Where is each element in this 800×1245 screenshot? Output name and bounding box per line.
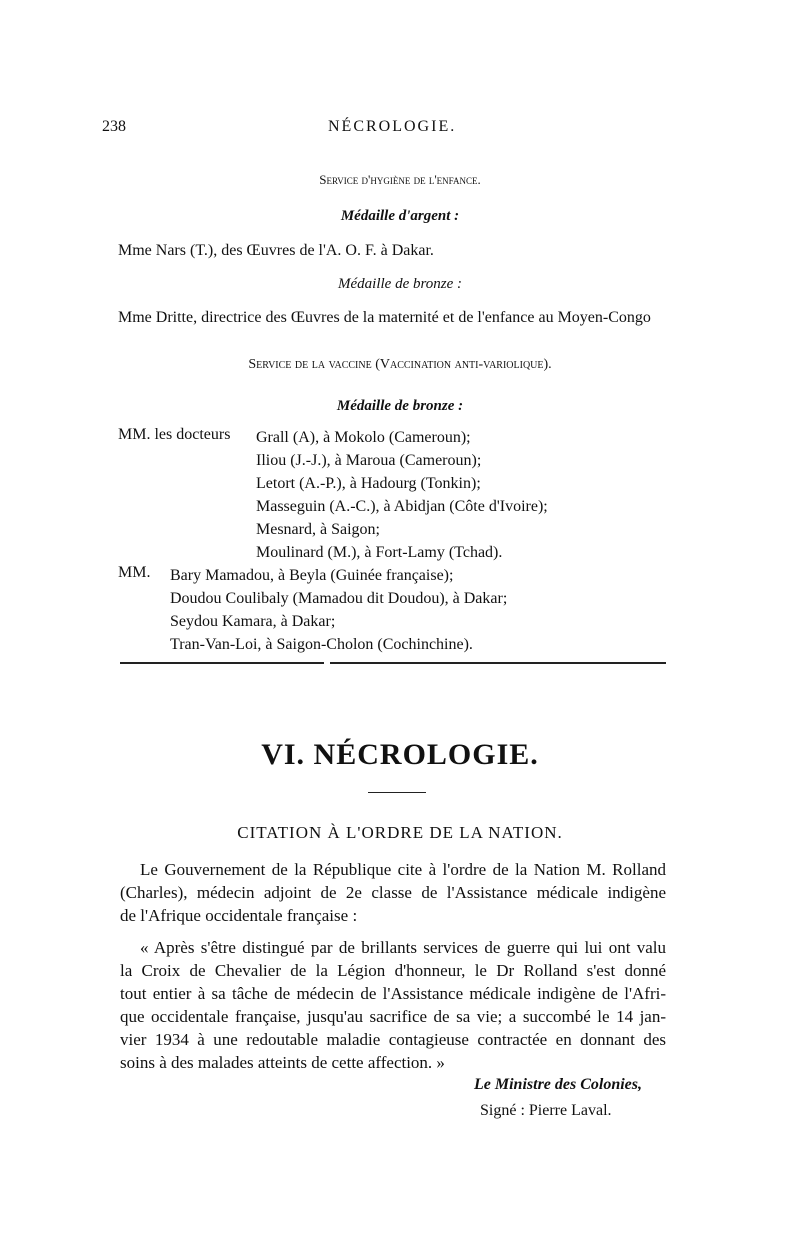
silver-medal-label: Médaille d'argent : — [340, 208, 460, 224]
list-item: Doudou Coulibaly (Mamadou dit Doudou), à Dakar; — [170, 590, 508, 607]
paragraph-line: (Charles), médecin adjoint de 2e classe de l'Assistance médicale indigène — [120, 883, 666, 902]
citation-paragraph-1 — [120, 858, 666, 927]
list-item: Moulinard (M.), à Fort-Lamy (Tchad). — [256, 544, 503, 561]
paragraph-line: la Croix de Chevalier de la Légion d'honneur, le Dr Rolland s'est donné — [120, 961, 666, 980]
group1-prefix: MM. les docteurs — [118, 426, 231, 443]
section-divider-left — [120, 662, 324, 664]
paragraph-line: que occidentale française, jusqu'au sacrifice de sa vie; a succombé le 14 jan- — [120, 1007, 666, 1026]
section-heading-vaccine: Service de la vaccine (Vaccination anti-variolique). — [248, 357, 552, 372]
list-item: Grall (A), à Mokolo (Cameroun); — [256, 429, 471, 446]
citation-paragraph-2 — [120, 936, 666, 1074]
group1-list — [256, 426, 548, 564]
list-item: Tran-Van-Loi, à Saigon-Cholon (Cochinchine). — [170, 636, 473, 653]
bronze-medal-entry-hygiene: Mme Dritte, directrice des Œuvres de la maternité et de l'enfance au Moyen-Congo — [118, 309, 651, 326]
list-item: Letort (A.-P.), à Hadourg (Tonkin); — [256, 475, 481, 492]
group2-prefix: MM. — [118, 564, 151, 581]
title-underline — [368, 792, 426, 793]
paragraph-line: vier 1934 à une redoutable maladie contagieuse contractée en donnant des — [120, 1030, 666, 1049]
list-item: Seydou Kamara, à Dakar; — [170, 613, 336, 630]
section-divider-right — [330, 662, 666, 664]
group2-list — [170, 564, 507, 656]
running-title: NÉCROLOGIE. — [328, 118, 457, 135]
paragraph-line: tout entier à sa tâche de médecin de l'Assistance médicale indigène de l'Afri- — [120, 984, 666, 1003]
page-number: 238 — [102, 118, 126, 135]
paragraph-line: Le Gouvernement de la République cite à l'ordre de la Nation M. Rolland — [140, 860, 666, 879]
paragraph-line: de l'Afrique occidentale française : — [120, 906, 358, 925]
list-item: Bary Mamadou, à Beyla (Guinée française); — [170, 567, 454, 584]
paragraph-line: « Après s'être distingué par de brillants services de guerre qui lui ont valu — [140, 938, 666, 957]
list-item: Masseguin (A.-C.), à Abidjan (Côte d'Ivoire); — [256, 498, 548, 515]
signature-role: Le Ministre des Colonies, — [474, 1076, 643, 1093]
citation-heading: CITATION À L'ORDRE DE LA NATION. — [237, 823, 563, 842]
signature-name: Signé : Pierre Laval. — [480, 1102, 612, 1119]
silver-medal-entry: Mme Nars (T.), des Œuvres de l'A. O. F. à Dakar. — [118, 242, 434, 259]
bronze-medal-label-hygiene: Médaille de bronze : — [338, 276, 462, 292]
list-item: Iliou (J.-J.), à Maroua (Cameroun); — [256, 452, 482, 469]
bronze-medal-label-vaccine: Médaille de bronze : — [336, 398, 464, 414]
chapter-title: VI. NÉCROLOGIE. — [261, 738, 539, 771]
section-heading-hygiene: Service d'hygiène de l'enfance. — [319, 172, 481, 187]
paragraph-line: soins à des malades atteints de cette affection. » — [120, 1053, 445, 1072]
list-item: Mesnard, à Saigon; — [256, 521, 380, 538]
